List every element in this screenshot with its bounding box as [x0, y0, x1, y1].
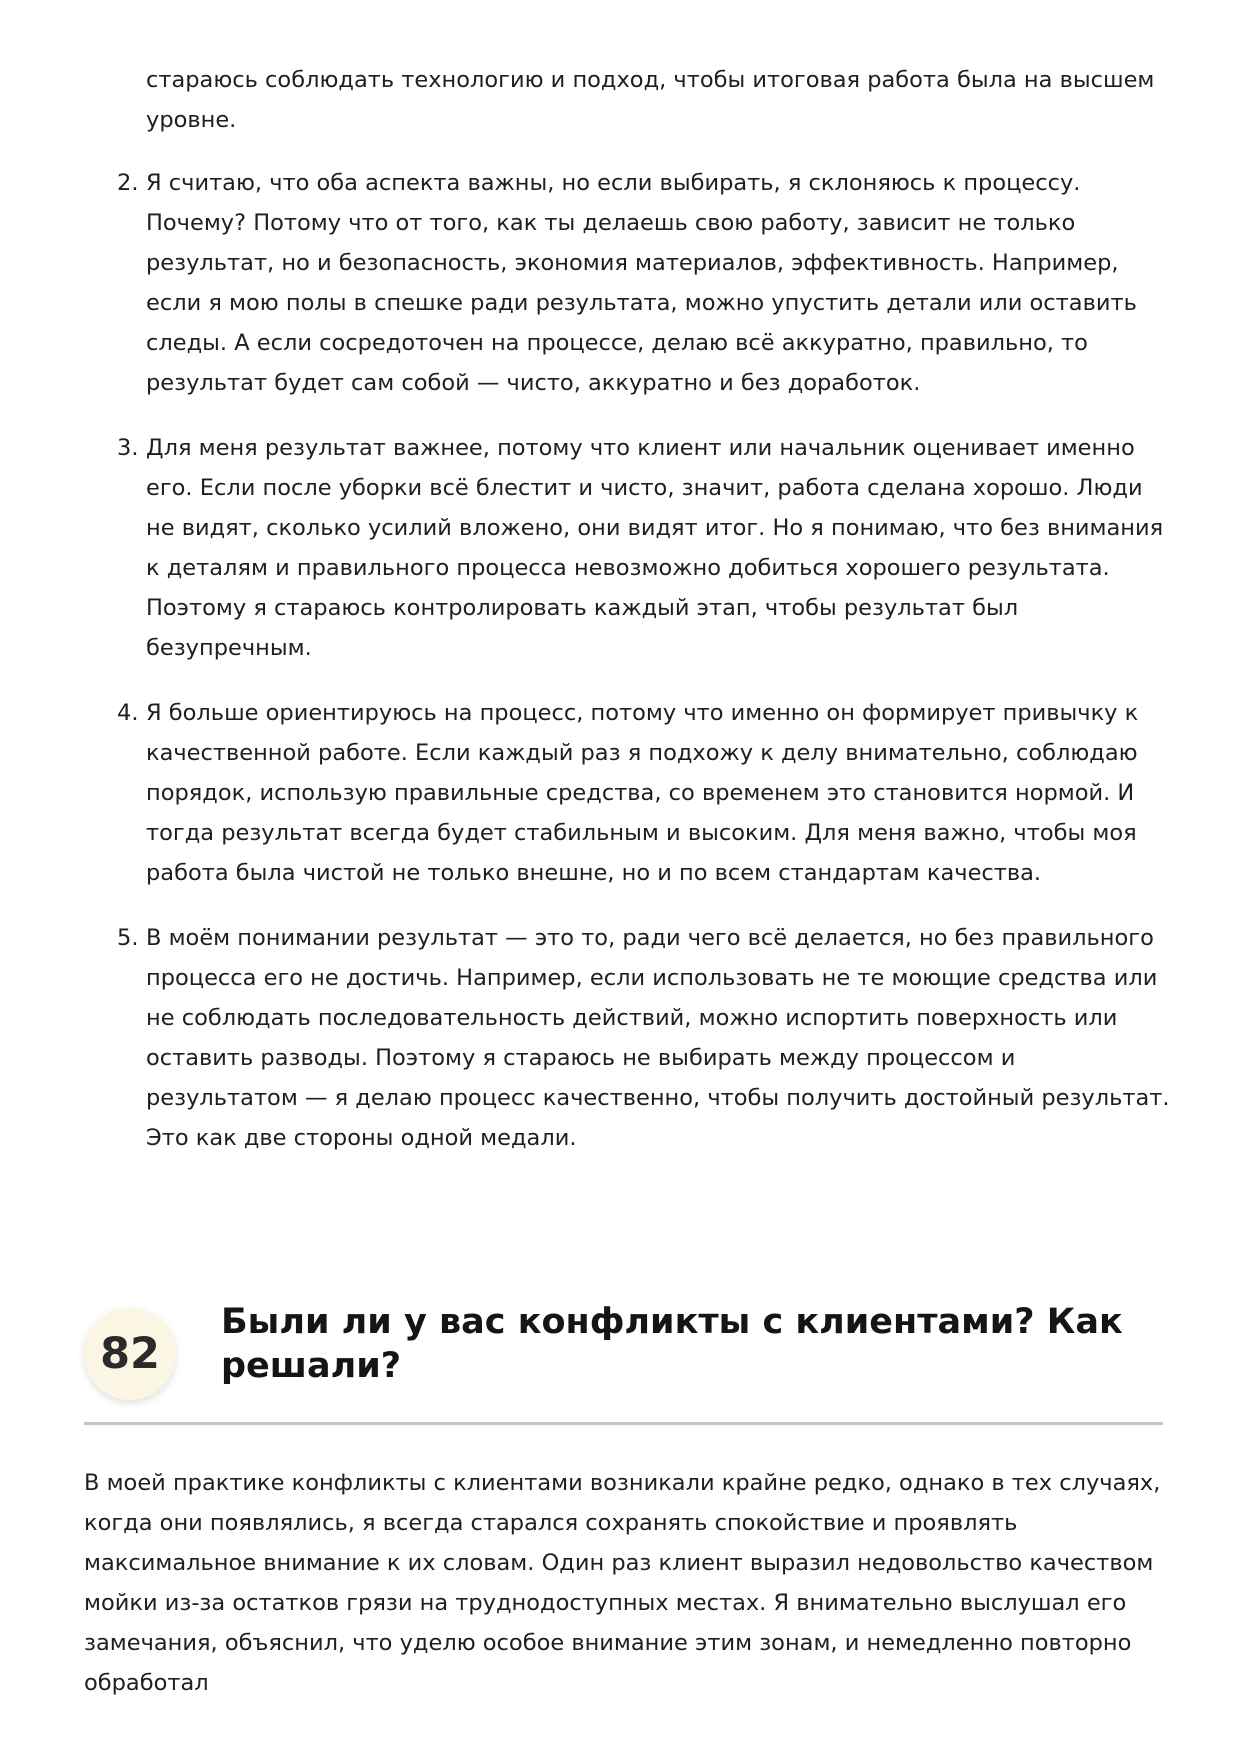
list-item-number: 2. — [117, 170, 139, 196]
question-header — [84, 1295, 1163, 1425]
list-item-number: 4. — [117, 700, 139, 726]
list-item — [117, 693, 1171, 893]
list-item-text: Я считаю, что оба аспекта важны, но если выбирать, я склоняюсь к процессу. Почему? Потому что от того, как ты делаешь свою работу, зависит не только результат, но и безопасность, экономия материалов, эффективность. Например, если я мою полы в спешке ради результата, можно упустить детали или оставить следы. А если сосредоточен на процессе, делаю всё аккуратно, правильно, то результат будет сам собой — чисто, аккуратно и без доработок. — [146, 170, 1137, 396]
question-title: Были ли у вас конфликты с клиентами? Как решали? — [221, 1302, 1123, 1386]
answer-variants-list — [117, 163, 1171, 1183]
list-item-text: В моём понимании результат — это то, ради чего всё делается, но без правильного процесса его не достичь. Например, если использовать не те моющие средства или не соблюдать последовательность действий, можно испортить поверхность или оставить разводы. Поэтому я стараюсь не выбирать между процессом и результатом — я делаю процесс качественно, чтобы получить достойный результат. Это как две стороны одной медали. — [146, 925, 1170, 1151]
list-item — [117, 428, 1171, 668]
question-answer-paragraph: В моей практике конфликты с клиентами возникали крайне редко, однако в тех случаях, когда они появлялись, я всегда старался сохранять спокойствие и проявлять максимальное внимание к их словам. Один раз клиент выразил недовольство качеством мойки из-за остатков грязи на труднодоступных местах. Я внимательно выслушал его замечания, объяснил, что уделю особое внимание этим зонам, и немедленно повторно обработал — [84, 1470, 1161, 1696]
list-item-number: 5. — [117, 925, 139, 951]
list-item — [117, 163, 1171, 403]
list-item — [117, 918, 1171, 1158]
list-item-number: 3. — [117, 435, 139, 461]
list-item-text: Я больше ориентируюсь на процесс, потому что именно он формирует привычку к качественной работе. Если каждый раз я подхожу к делу внимательно, соблюдаю порядок, использую правильные средства, со временем это становится нормой. И тогда результат всегда будет стабильным и высоким. Для меня важно, чтобы моя работа была чистой не только внешне, но и по всем стандартам качества. — [146, 700, 1139, 886]
previous-answer-continuation: стараюсь соблюдать технологию и подход, чтобы итоговая работа была на высшем уровне. — [146, 67, 1155, 133]
list-item-text: Для меня результат важнее, потому что клиент или начальник оценивает именно его. Если после уборки всё блестит и чисто, значит, работа сделана хорошо. Люди не видят, сколько усилий вложено, они видят итог. Но я понимаю, что без внимания к деталям и правильного процесса невозможно добиться хорошего результата. Поэтому я стараюсь контролировать каждый этап, чтобы результат был безупречным. — [146, 435, 1164, 661]
question-number-badge: 82 — [84, 1308, 176, 1400]
